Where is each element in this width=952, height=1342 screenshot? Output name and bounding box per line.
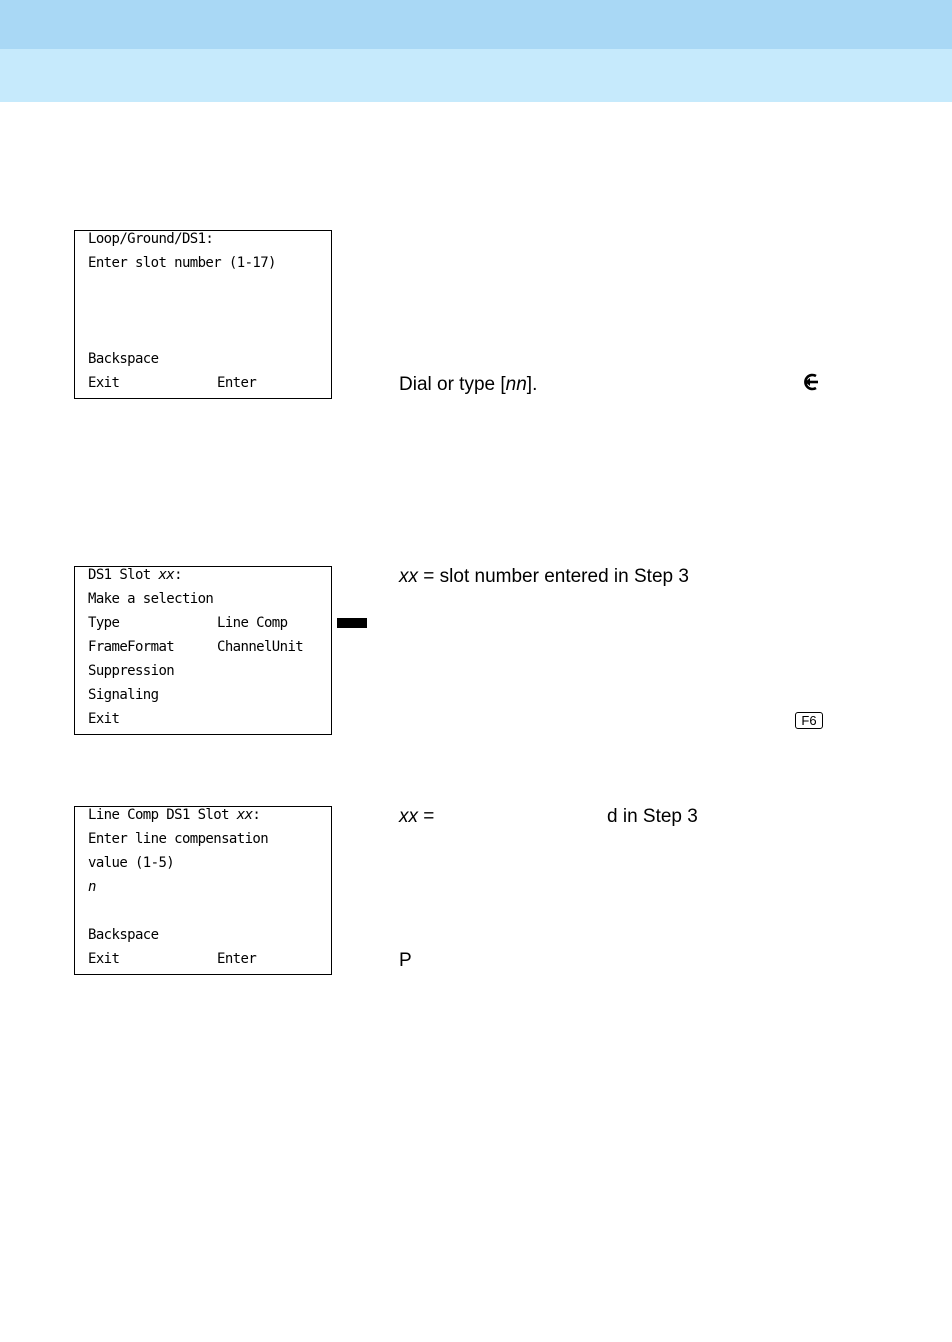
menu-row-1: [88, 611, 325, 635]
type-option[interactable]: Type: [88, 615, 120, 631]
screen-prompt-range: value (1-5): [88, 855, 175, 871]
screen-title: Line Comp DS1 Slot xx:: [88, 807, 261, 823]
menu-row-2: [88, 635, 325, 659]
slot-number-note-2-tail: d in Step 3: [607, 806, 698, 827]
frame-format-option[interactable]: FrameFormat: [88, 639, 175, 655]
suppression-option[interactable]: Suppression: [88, 663, 175, 679]
channel-unit-option[interactable]: ChannelUnit: [217, 639, 304, 655]
value-field[interactable]: n: [88, 879, 96, 895]
screen-prompt: Make a selection: [88, 591, 214, 607]
exit-option[interactable]: Exit: [88, 375, 120, 391]
exit-enter-row: [88, 371, 325, 395]
enter-option[interactable]: Enter: [217, 951, 257, 967]
enter-option[interactable]: Enter: [217, 375, 257, 391]
line-comp-option[interactable]: Line Comp: [217, 615, 288, 631]
slot-number-note-2: xx =: [399, 806, 435, 827]
slot-number-note: xx = slot number entered in Step 3: [399, 566, 689, 587]
exit-option[interactable]: Exit: [88, 951, 120, 967]
f6-key[interactable]: F6: [795, 712, 823, 729]
screen-title: DS1 Slot xx:: [88, 567, 182, 583]
return-arrow-icon: [800, 372, 822, 392]
screen-ds1-slot-menu: [74, 566, 332, 735]
header-band-bottom: [0, 49, 952, 102]
screen-line-comp: [74, 806, 332, 975]
partial-note: P: [399, 950, 412, 971]
selection-pointer-icon: [337, 618, 367, 628]
header-band-top: [0, 0, 952, 49]
signaling-option[interactable]: Signaling: [88, 687, 159, 703]
screen-loop-ground-ds1: [74, 230, 332, 399]
exit-option[interactable]: Exit: [88, 711, 120, 727]
screen-title: Loop/Ground/DS1:: [88, 231, 214, 247]
screen-prompt: Enter line compensation: [88, 831, 269, 847]
screen-prompt: Enter slot number (1-17): [88, 255, 276, 271]
backspace-option[interactable]: Backspace: [88, 351, 159, 367]
exit-enter-row: [88, 947, 325, 971]
dial-instruction: Dial or type [nn].: [399, 374, 538, 395]
backspace-option[interactable]: Backspace: [88, 927, 159, 943]
